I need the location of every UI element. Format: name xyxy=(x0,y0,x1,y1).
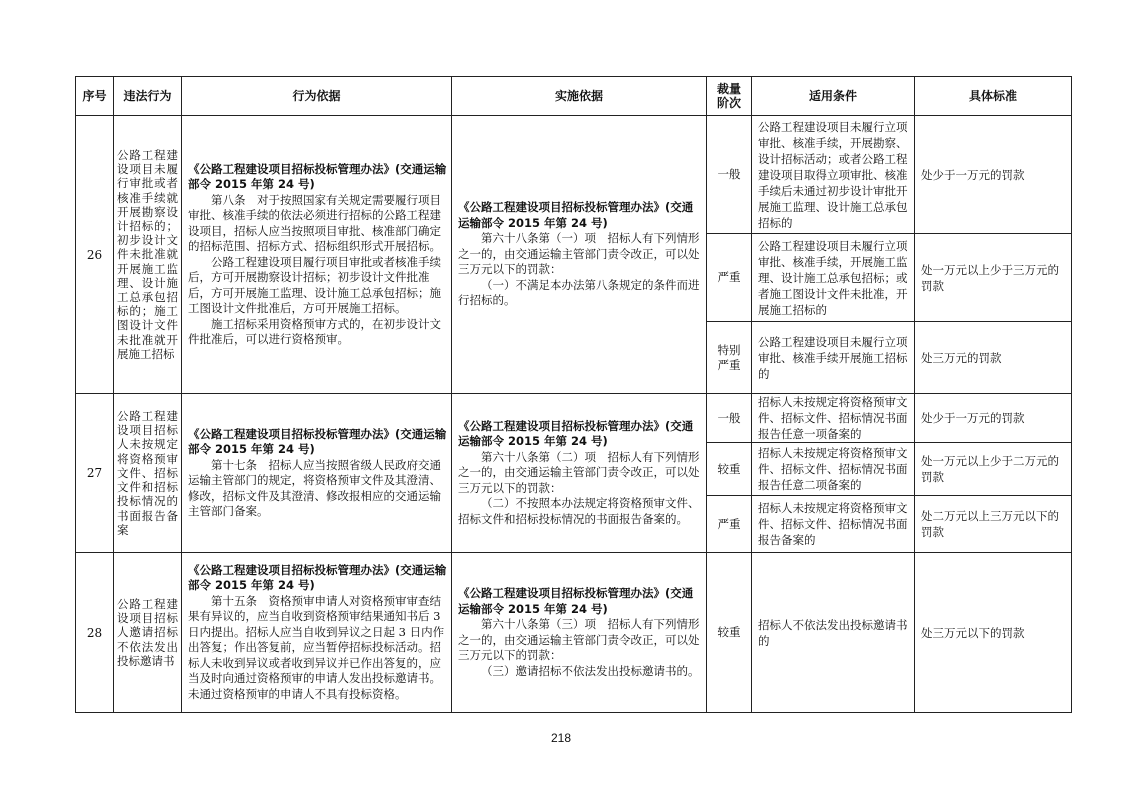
table-row xyxy=(76,116,1072,234)
impl-paragraph: 第六十八条第（三）项 招标人有下列情形之一的，由交通运输主管部门责令改正，可以处三万元以下的罚款： xyxy=(458,617,700,662)
header-level: 裁量 阶次 xyxy=(707,77,752,116)
discretion-level: 较重 xyxy=(707,553,752,713)
basis-title: 《公路工程建设项目招标投标管理办法》(交通运输部令 2015 年第 24 号) xyxy=(188,161,447,191)
discretion-level: 严重 xyxy=(707,496,752,553)
penalty-standard: 处少于一万元的罚款 xyxy=(915,116,1072,234)
legal-basis xyxy=(182,553,452,713)
table-body xyxy=(76,116,1072,713)
row-number: 28 xyxy=(76,553,114,713)
applicable-condition: 招标人未按规定将资格预审文件、招标文件、招标情况书面报告备案的 xyxy=(752,496,915,553)
discretion-level: 一般 xyxy=(707,116,752,234)
basis-title: 《公路工程建设项目招标投标管理办法》(交通运输部令 2015 年第 24 号) xyxy=(188,426,447,456)
impl-paragraph: 第六十八条第（一）项 招标人有下列情形之一的，由交通运输主管部门责令改正，可以处三万元以下的罚款： xyxy=(458,231,700,277)
header-impl: 实施依据 xyxy=(452,77,707,116)
impl-title: 《公路工程建设项目招标投标管理办法》(交通运输部令 2015 年第 24 号) xyxy=(458,586,694,616)
violation-act: 公路工程建设项目招标人未按规定将资格预审文件、招标文件和招标投标情况的书面报告备案 xyxy=(114,394,182,553)
violation-act: 公路工程建设项目未履行审批或者核准手续就开展勘察设计招标的；初步设计文件未批准就开展施工监理、设计施工总承包招标的；施工图设计文件未批准就开展施工招标 xyxy=(114,116,182,394)
impl-paragraph: 第六十八条第（二）项 招标人有下列情形之一的，由交通运输主管部门责令改正，可以处三万元以下的罚款： xyxy=(458,449,700,495)
applicable-condition: 公路工程建设项目未履行立项审批、核准手续，开展施工监理、设计施工总承包招标；或者施工图设计文件未批准，开展施工招标的 xyxy=(752,234,915,322)
basis-paragraph: 施工招标采用资格预审方式的，在初步设计文件批准后，可以进行资格预审。 xyxy=(188,316,441,346)
applicable-condition: 招标人未按规定将资格预审文件、招标文件、招标情况书面报告任意一项备案的 xyxy=(752,394,915,443)
basis-paragraph: 第十五条 资格预审申请人对资格预审审查结果有异议的，应当自收到资格预审结果通知书后 3 日内提出。招标人应当自收到异议之日起 3 日内作出答复；作出答复前，应当暂停招标投标活动。招标人未收到异议或者收到异议并已作出答复的，应当及时向通过资格预审的申请人发出投标邀请书。未通过资格预审的申请人不具有投标资格。 xyxy=(188,593,445,701)
legal-basis xyxy=(182,116,452,394)
row-number: 27 xyxy=(76,394,114,553)
header-act: 违法行为 xyxy=(114,77,182,116)
impl-paragraph: （三）邀请招标不依法发出投标邀请书的。 xyxy=(481,663,700,678)
violation-act: 公路工程建设项目招标人邀请招标不依法发出投标邀请书 xyxy=(114,553,182,713)
penalty-standard: 处一万元以上少于三万元的罚款 xyxy=(915,234,1072,322)
row-number: 26 xyxy=(76,116,114,394)
penalty-standard: 处三万元以下的罚款 xyxy=(915,553,1072,713)
basis-paragraph: 公路工程建设项目履行项目审批或者核准手续后，方可开展勘察设计招标；初步设计文件批准后，方可开展施工监理、设计施工总承包招标；施工图设计文件批准后，方可开展施工招标。 xyxy=(188,254,441,315)
impl-title: 《公路工程建设项目招标投标管理办法》(交通运输部令 2015 年第 24 号) xyxy=(458,200,694,230)
table-row xyxy=(76,553,1072,713)
table-header xyxy=(76,77,1072,116)
legal-basis xyxy=(182,394,452,553)
applicable-condition: 招标人不依法发出投标邀请书的 xyxy=(752,553,915,713)
discretion-level: 一般 xyxy=(707,394,752,443)
table-row xyxy=(76,394,1072,443)
impl-paragraph: （二）不按照本办法规定将资格预审文件、招标文件和招标投标情况的书面报告备案的。 xyxy=(458,496,700,526)
basis-paragraph: 第八条 对于按照国家有关规定需要履行项目审批、核准手续的依法必须进行招标的公路工程建设项目，招标人应当按照项目审批、核准部门确定的招标范围、招标方式、招标组织形式开展招标。 xyxy=(188,192,441,253)
implementation-basis xyxy=(452,116,707,394)
penalty-standard: 处二万元以上三万元以下的罚款 xyxy=(915,496,1072,553)
header-basis: 行为依据 xyxy=(182,77,452,116)
penalty-standard: 处三万元的罚款 xyxy=(915,322,1072,394)
header-std: 具体标准 xyxy=(915,77,1072,116)
discretion-level: 较重 xyxy=(707,443,752,496)
implementation-basis xyxy=(452,394,707,553)
impl-title: 《公路工程建设项目招标投标管理办法》(交通运输部令 2015 年第 24 号) xyxy=(458,418,694,449)
applicable-condition: 招标人未按规定将资格预审文件、招标文件、招标情况书面报告任意二项备案的 xyxy=(752,443,915,496)
discretion-level: 严重 xyxy=(707,234,752,322)
discretion-level: 特别 严重 xyxy=(707,322,752,394)
basis-paragraph: 第十七条 招标人应当按照省级人民政府交通运输主管部门的规定，将资格预审文件及其澄清、修改，招标文件及其澄清、修改报相应的交通运输主管部门备案。 xyxy=(188,457,441,518)
basis-title: 《公路工程建设项目招标投标管理办法》(交通运输部令 2015 年第 24 号) xyxy=(188,562,447,593)
applicable-condition: 公路工程建设项目未履行立项审批、核准手续开展施工招标的 xyxy=(752,322,915,394)
header-no: 序号 xyxy=(76,77,114,116)
header-cond: 适用条件 xyxy=(752,77,915,116)
implementation-basis xyxy=(452,553,707,713)
applicable-condition: 公路工程建设项目未履行立项审批、核准手续，开展勘察、设计招标活动；或者公路工程建设项目取得立项审批、核准手续后未通过初步设计审批开展施工监理、设计施工总承包招标的 xyxy=(752,116,915,234)
penalty-standard: 处一万元以上少于二万元的罚款 xyxy=(915,443,1072,496)
penalty-standard: 处少于一万元的罚款 xyxy=(915,394,1072,443)
penalty-table xyxy=(75,76,1072,713)
impl-paragraph: （一）不满足本办法第八条规定的条件而进行招标的。 xyxy=(458,277,700,308)
page-number: 218 xyxy=(550,731,572,745)
